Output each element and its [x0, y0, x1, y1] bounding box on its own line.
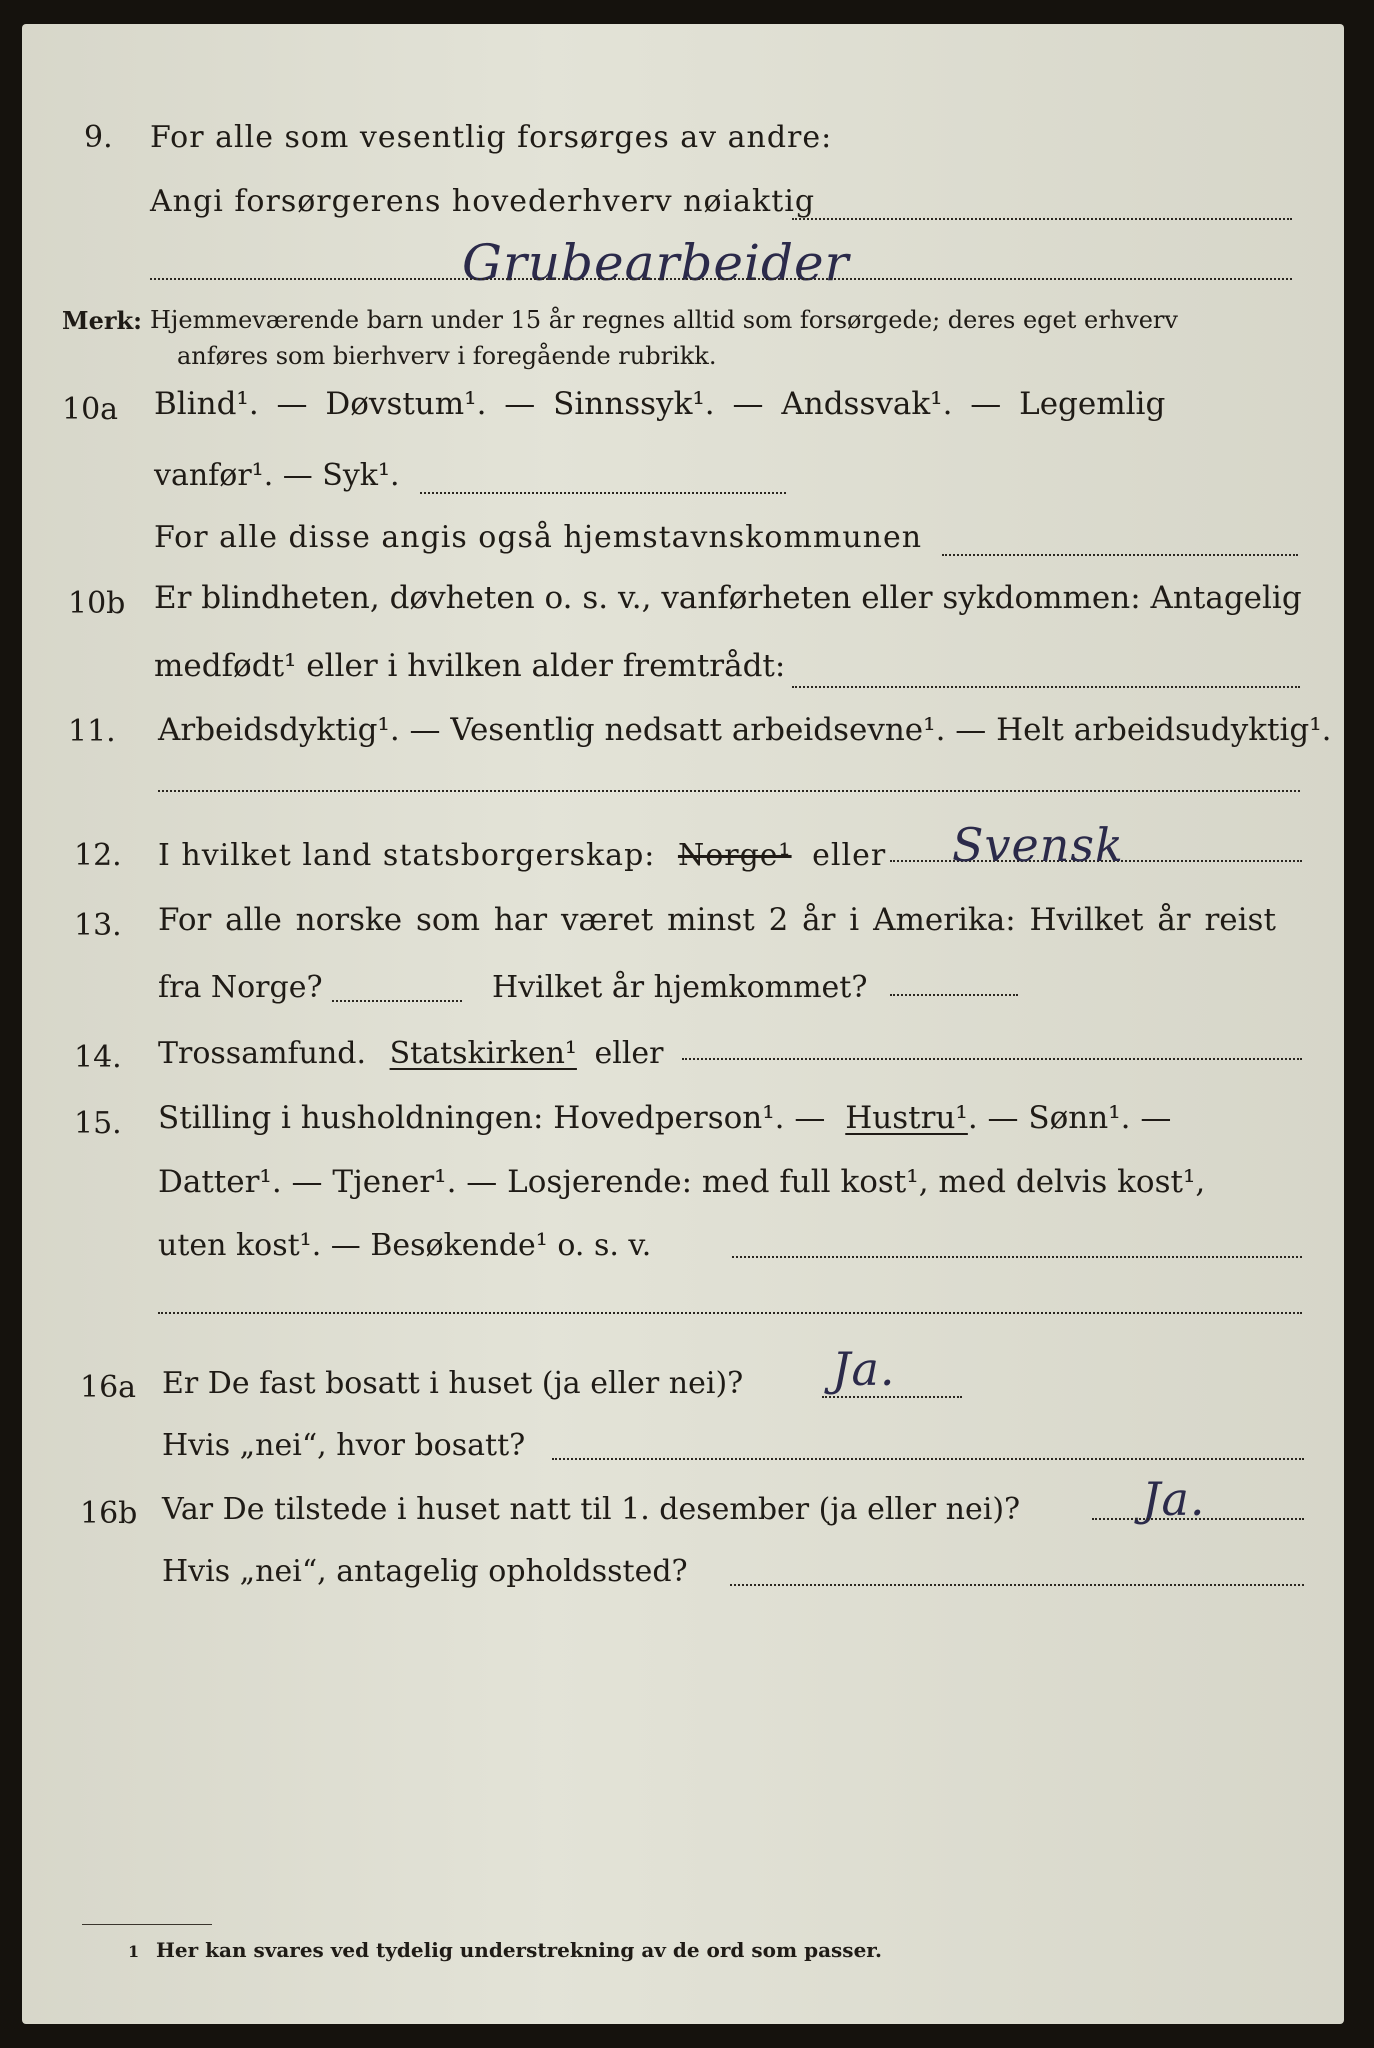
q15-line1-end: . — Sønn¹. — — [967, 1100, 1172, 1136]
q13-reist-dotted-line — [332, 1000, 462, 1002]
q16a-line1: Er De fast bosatt i huset (ja eller nei)? — [162, 1366, 744, 1401]
q13-line2a: fra Norge? — [158, 970, 323, 1005]
q14-line — [158, 1036, 664, 1071]
merk-line1: Hjemmeværende barn under 15 år regnes alltid som forsørgede; deres eget erhverv — [150, 306, 1178, 334]
q10b-line2: medfødt¹ eller i hvilken alder fremtrådt: — [154, 648, 786, 684]
q14-number: 14. — [74, 1040, 122, 1075]
q15-number: 15. — [74, 1106, 122, 1141]
q9-line1: For alle som vesentlig forsørges av andre: — [150, 120, 833, 155]
q12-norge-struck: Norge¹ — [677, 838, 792, 873]
q16b-dotted-line — [1092, 1518, 1304, 1520]
census-form-page — [22, 24, 1344, 2024]
q15-dotted-line — [732, 1256, 1302, 1258]
merk-line2: anføres som bierhverv i foregående rubrikk. — [177, 342, 717, 370]
merk-label: Merk: — [62, 306, 142, 335]
q15-answer-line — [158, 1312, 1302, 1314]
q13-line1: For alle norske som har været minst 2 år i Amerika: Hvilket år reist — [158, 902, 1276, 938]
q10b-number: 10b — [68, 586, 126, 621]
q12-handwritten-answer: Svensk — [952, 818, 1124, 872]
footnote-rule — [82, 1924, 212, 1925]
q10a-syk-dotted-line — [420, 492, 786, 494]
q10a-line3: For alle disse angis også hjemstavnskommunen — [154, 520, 923, 555]
q16b-number: 16b — [80, 1496, 138, 1531]
q16a-dotted-line — [822, 1396, 962, 1398]
q15-line1-start: Stilling i husholdningen: Hovedperson¹. — — [158, 1100, 826, 1136]
q12-eller: eller — [812, 838, 887, 873]
q16a-line2: Hvis „nei“, hvor bosatt? — [162, 1428, 526, 1463]
q15-hustru: Hustru¹ — [845, 1100, 968, 1136]
q10a-kommune-dotted-line — [942, 554, 1298, 556]
q9-number: 9. — [84, 120, 113, 155]
q9-line2: Angi forsørgerens hovederhverv nøiaktig — [150, 184, 816, 219]
q10a-number: 10a — [62, 392, 119, 427]
q15-line2: Datter¹. — Tjener¹. — Losjerende: med full kost¹, med delvis kost¹, — [158, 1164, 1206, 1200]
q13-hjemkommet-dotted-line — [890, 994, 1018, 996]
q13-number: 13. — [74, 908, 122, 943]
q14-eller: eller — [594, 1036, 664, 1071]
q10b-dotted-line — [792, 686, 1300, 688]
q10a-line2: vanfør¹. — Syk¹. — [154, 458, 400, 493]
q10b-line1: Er blindheten, døvheten o. s. v., vanførheten eller sykdommen: Antagelig — [154, 580, 1302, 616]
q16b-line1: Var De tilstede i huset natt til 1. desember (ja eller nei)? — [162, 1492, 1021, 1527]
q14-statskirken: Statskirken¹ — [389, 1036, 577, 1071]
q9-handwritten-answer: Grubearbeider — [462, 234, 850, 292]
q12-question: I hvilket land statsborgerskap: — [158, 838, 656, 873]
q16b-opholdssted-dotted-line — [730, 1584, 1304, 1586]
q15-line3: uten kost¹. — Besøkende¹ o. s. v. — [158, 1228, 652, 1263]
q16b-handwritten-answer: Ja. — [1142, 1472, 1206, 1526]
q11-number: 11. — [68, 714, 116, 749]
q14-dotted-line — [682, 1058, 1302, 1060]
q10a-line1: Blind¹. — Døvstum¹. — Sinnssyk¹. — Andssvak¹. — Legemlig — [154, 386, 1166, 422]
footnote-mark: 1 — [128, 1942, 140, 1961]
q16b-line2: Hvis „nei“, antagelig opholdssted? — [162, 1554, 688, 1589]
q9-answer-line — [150, 278, 1292, 280]
q12-line — [158, 838, 886, 873]
q16a-number: 16a — [80, 1370, 137, 1405]
q11-line1: Arbeidsdyktig¹. — Vesentlig nedsatt arbeidsevne¹. — Helt arbeidsudyktig¹. — [158, 712, 1332, 748]
q12-number: 12. — [74, 838, 122, 873]
q13-line2b: Hvilket år hjemkommet? — [492, 970, 868, 1005]
q15-line1 — [158, 1100, 1171, 1136]
footnote-text: Her kan svares ved tydelig understrekning av de ord som passer. — [156, 1938, 882, 1962]
q16a-bosatt-dotted-line — [552, 1458, 1304, 1460]
q16a-handwritten-answer: Ja. — [832, 1342, 896, 1396]
q9-dotted-line — [792, 218, 1292, 220]
q11-dotted-line — [158, 790, 1300, 792]
q14-question: Trossamfund. — [158, 1036, 367, 1071]
